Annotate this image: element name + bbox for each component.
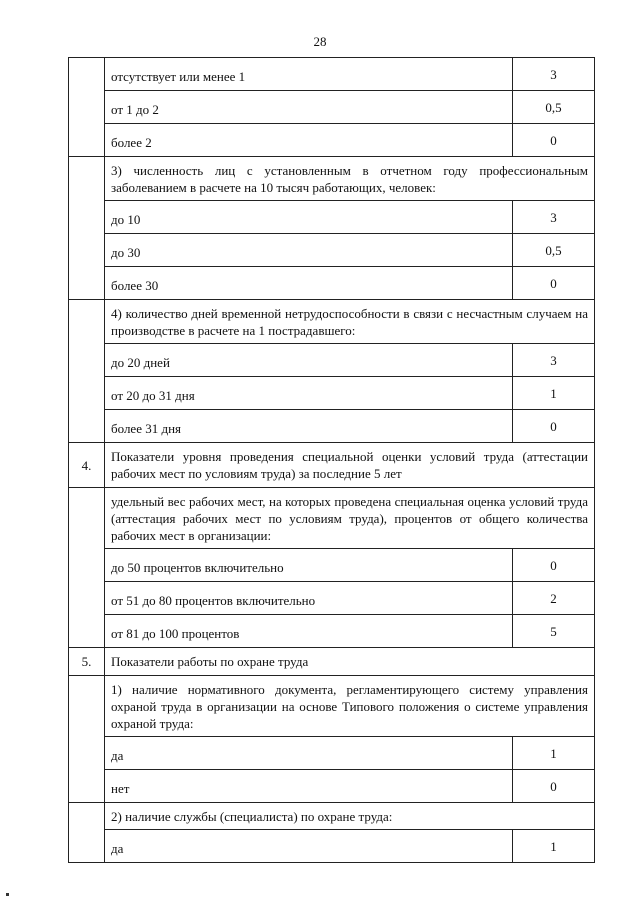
table-row [69,770,595,803]
option-score: 3 [513,344,595,377]
number-cell [69,676,105,803]
table-row [69,488,595,549]
option-label: от 20 до 31 дня [105,377,513,410]
section-row [69,443,595,488]
option-score: 3 [513,201,595,234]
table-row [69,344,595,377]
option-label: до 30 [105,234,513,267]
number-cell [69,300,105,443]
option-score: 0 [513,549,595,582]
section-title: Показатели уровня проведения специальной оценки условий труда (аттестации рабочих мест по условиям труда) за последние 5 лет [105,443,595,488]
table-row [69,58,595,91]
table-row [69,157,595,201]
page-number: 28 [313,34,327,49]
option-score: 5 [513,615,595,648]
option-label: до 10 [105,201,513,234]
option-score: 0 [513,770,595,803]
scan-artifact [6,893,9,896]
section-title: Показатели работы по охране труда [105,648,595,676]
option-score: 0,5 [513,234,595,267]
table-row [69,549,595,582]
section-number: 5. [69,648,105,676]
option-label: до 20 дней [105,344,513,377]
table-row [69,91,595,124]
table-row [69,234,595,267]
option-label: более 31 дня [105,410,513,443]
number-cell [69,157,105,300]
option-score: 1 [513,377,595,410]
option-label: более 30 [105,267,513,300]
option-label: да [105,737,513,770]
section-number: 4. [69,443,105,488]
number-cell [69,803,105,863]
criterion-heading: 3) численность лиц с установленным в отчетном году профессиональным заболеванием в расчете на 10 тысяч работающих, человек: [105,157,595,201]
table-row [69,582,595,615]
table-row [69,201,595,234]
table-row [69,410,595,443]
table-row [69,377,595,410]
table-row [69,615,595,648]
option-score: 1 [513,737,595,770]
table-row [69,267,595,300]
number-cell [69,58,105,157]
table-row [69,803,595,830]
criteria-table [68,57,595,863]
option-score: 2 [513,582,595,615]
table-row [69,676,595,737]
section-row [69,648,595,676]
option-label: нет [105,770,513,803]
option-label: от 1 до 2 [105,91,513,124]
table-row [69,300,595,344]
option-label: до 50 процентов включительно [105,549,513,582]
option-label: от 81 до 100 процентов [105,615,513,648]
option-score: 0 [513,410,595,443]
criterion-heading: 4) количество дней временной нетрудоспособности в связи с несчастным случаем на производстве в расчете на 1 пострадавшего: [105,300,595,344]
option-score: 0 [513,267,595,300]
number-cell [69,488,105,648]
criterion-heading: 2) наличие службы (специалиста) по охране труда: [105,803,595,830]
option-label: от 51 до 80 процентов включительно [105,582,513,615]
table-row [69,124,595,157]
option-score: 0 [513,124,595,157]
table-row [69,830,595,863]
option-score: 1 [513,830,595,863]
option-label: да [105,830,513,863]
criterion-heading: 1) наличие нормативного документа, регламентирующего систему управления охраной труда в организации на основе Типового положения о системе управления охраной труда: [105,676,595,737]
option-label: отсутствует или менее 1 [105,58,513,91]
criterion-heading: удельный вес рабочих мест, на которых проведена специальная оценка условий труда (аттестация рабочих мест по условиям труда), процентов от общего количества рабочих мест в организации: [105,488,595,549]
option-label: более 2 [105,124,513,157]
table-row [69,737,595,770]
option-score: 3 [513,58,595,91]
option-score: 0,5 [513,91,595,124]
